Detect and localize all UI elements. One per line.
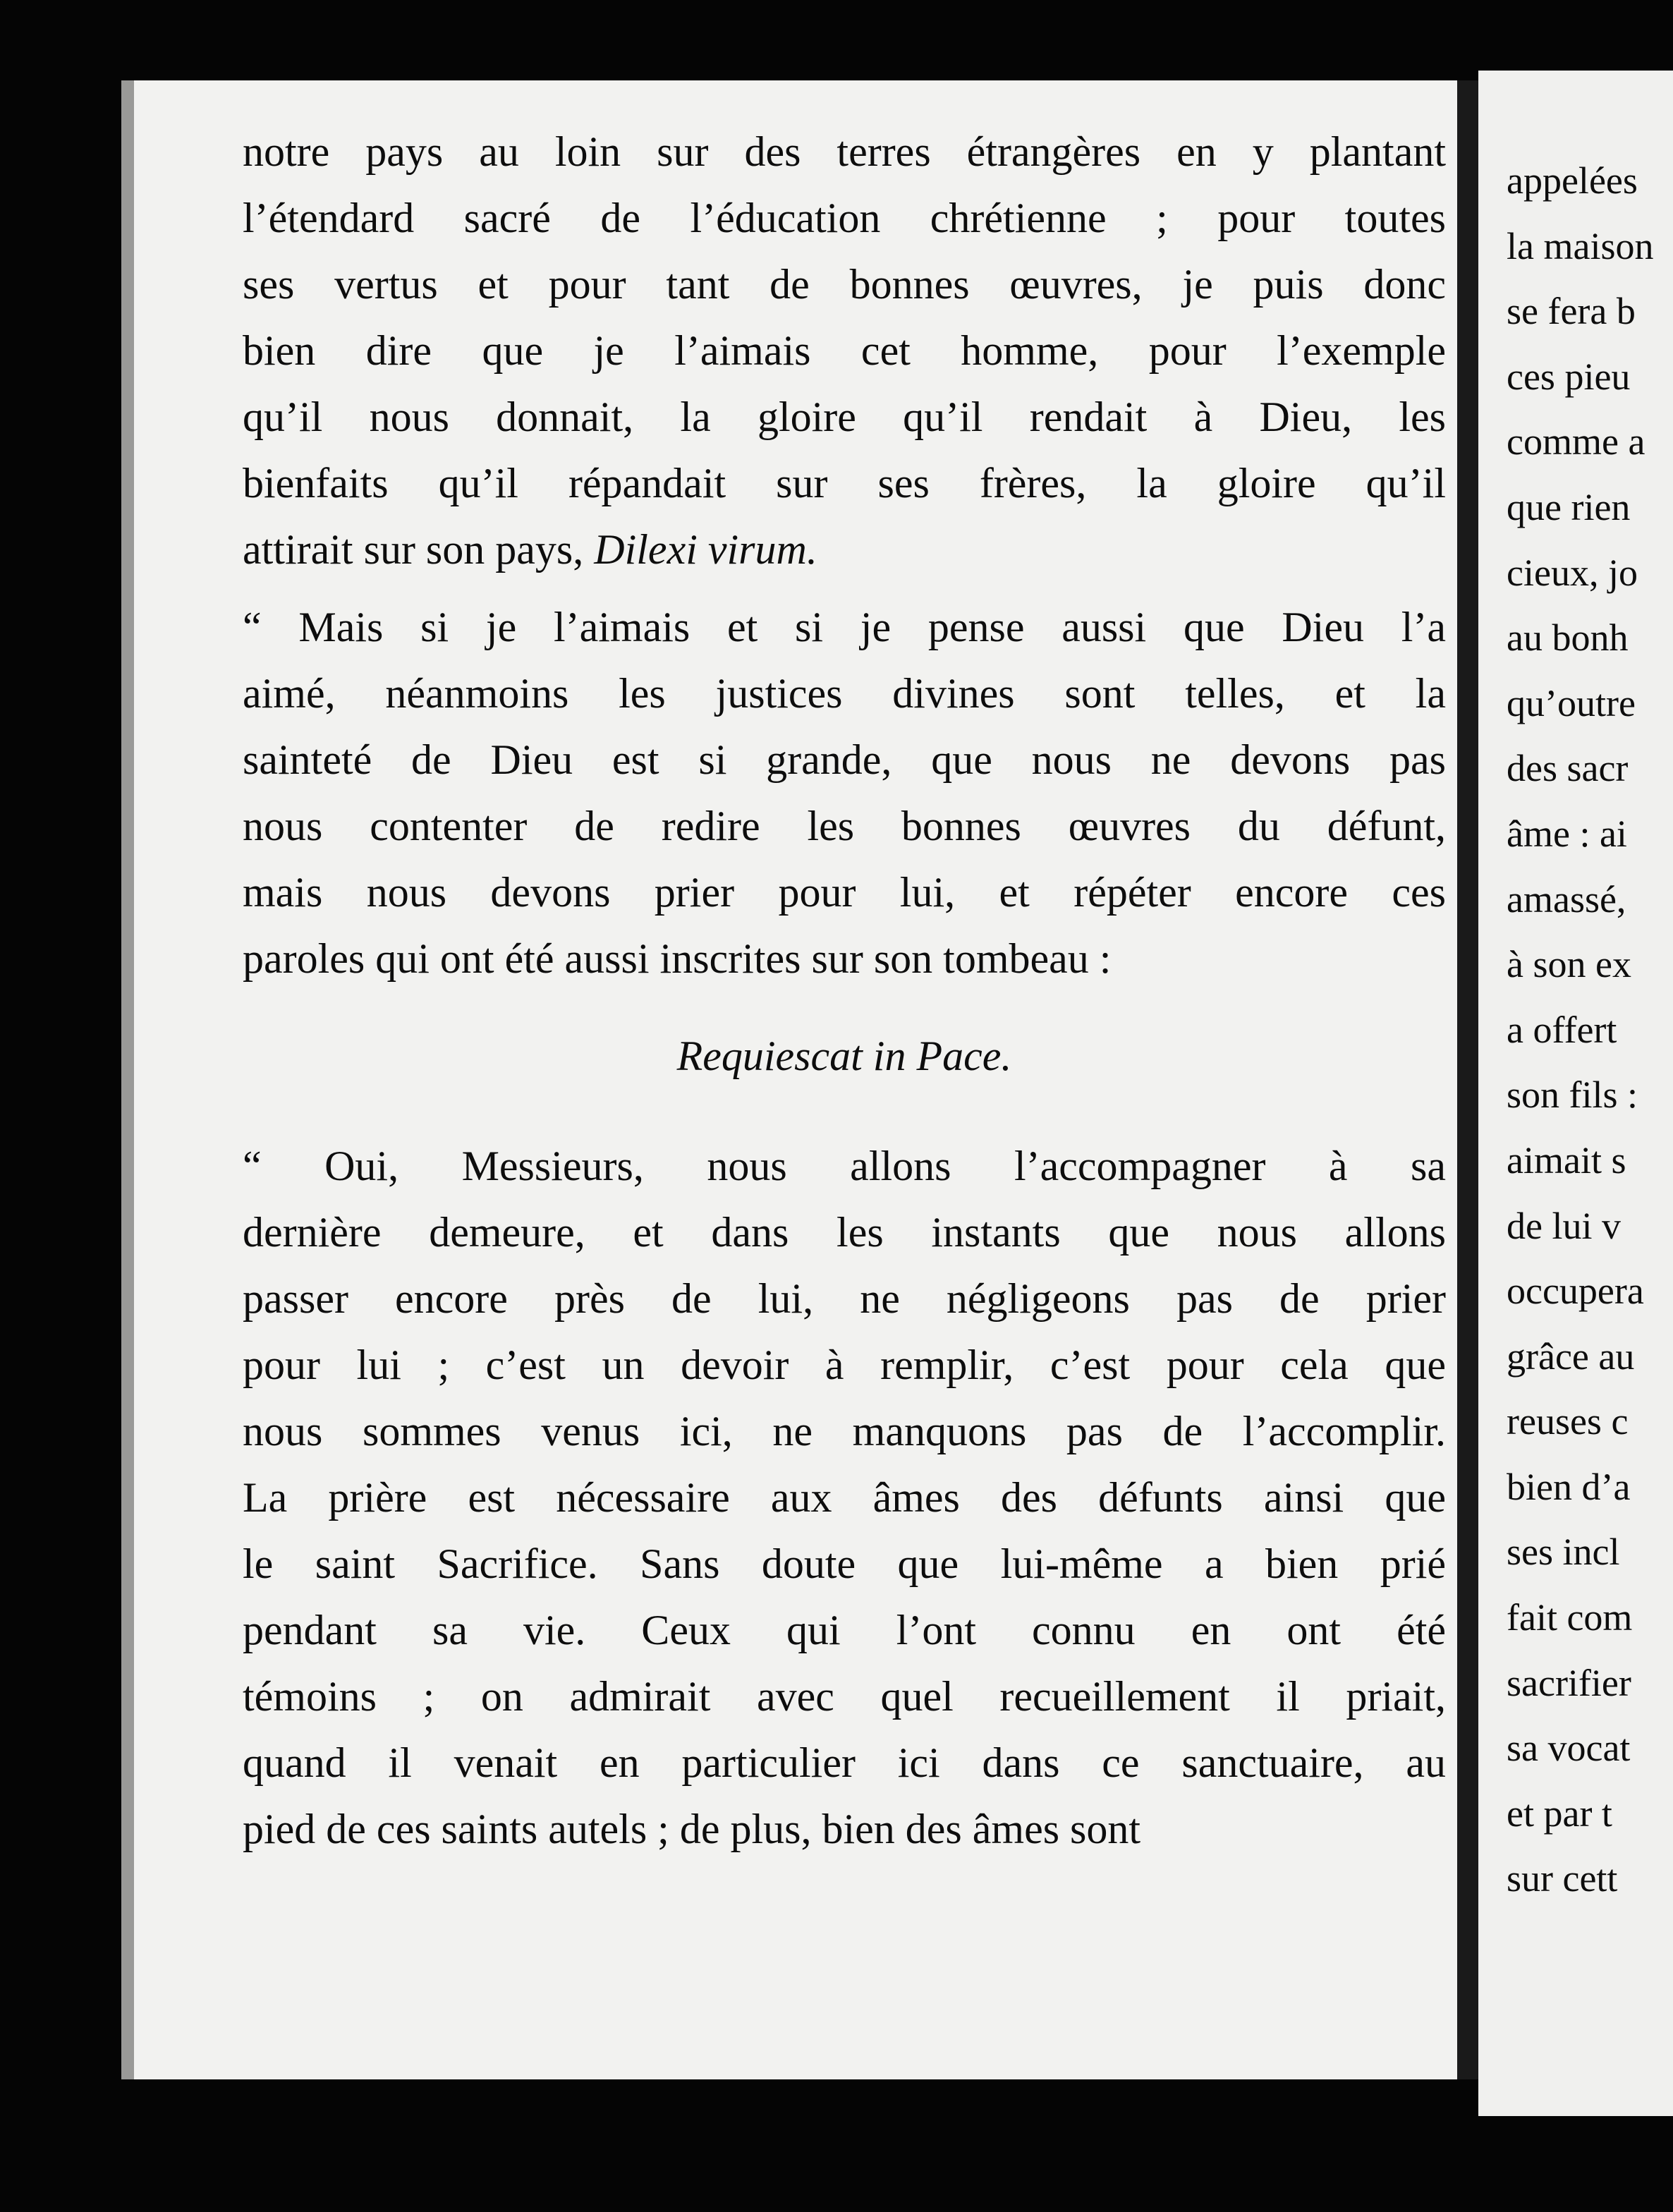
paragraph-2-line: sainteté de Dieu est si grande, que nous ne devons pas [243, 736, 1446, 783]
right-page [1478, 71, 1673, 2116]
paragraph-2-line: paroles qui ont été aussi inscrites sur son tombeau : [243, 935, 1112, 982]
paragraph-2 [243, 594, 1446, 992]
paragraph-2-line: aimé, néanmoins les justices divines sont telles, et la [243, 670, 1446, 717]
right-page-line: grâce au [1507, 1335, 1635, 1378]
paragraph-1-line: l’étendard sacré de l’éducation chrétienne ; pour toutes [243, 195, 1446, 241]
right-page-line: amassé, [1507, 877, 1626, 920]
dilexi-virum-italic: Dilexi virum. [594, 526, 817, 573]
paragraph-1 [243, 119, 1446, 583]
paragraph-1-line: qu’il nous donnait, la gloire qu’il rendait à Dieu, les [243, 394, 1446, 440]
paragraph-3 [243, 1133, 1446, 1862]
right-page-line: qu’outre [1507, 681, 1636, 724]
paragraph-3-line: le saint Sacrifice. Sans doute que lui-même a bien prié [243, 1540, 1446, 1587]
paragraph-3-line: témoins ; on admirait avec quel recueillement il priait, [243, 1673, 1446, 1720]
paragraph-3-line: nous sommes venus ici, ne manquons pas de l’accomplir. [243, 1408, 1446, 1454]
right-page-line: se fera b [1507, 290, 1636, 333]
paragraph-3-line: dernière demeure, et dans les instants que nous allons [243, 1209, 1446, 1256]
right-page-line: des sacr [1507, 747, 1629, 790]
paragraph-1-line: bienfaits qu’il répandait sur ses frères, la gloire qu’il [243, 460, 1446, 506]
left-page-text [243, 119, 1446, 1862]
right-page-line: à son ex [1507, 943, 1631, 986]
right-page-line: et par t [1507, 1792, 1612, 1835]
right-page-line: sacrifier [1507, 1661, 1631, 1704]
right-page-text [1507, 148, 1673, 1912]
paragraph-3-line: pour lui ; c’est un devoir à remplir, c’est pour cela que [243, 1342, 1446, 1388]
right-page-line: que rien [1507, 485, 1631, 528]
paragraph-3-line: quand il venait en particulier ici dans ce sanctuaire, au [243, 1739, 1446, 1786]
paragraph-2-line: mais nous devons prier pour lui, et répéter encore ces [243, 869, 1446, 916]
right-page-line: âme : ai [1507, 812, 1627, 855]
right-page-line: fait com [1507, 1596, 1633, 1639]
right-page-line: reuses c [1507, 1400, 1629, 1443]
paragraph-3-line: pendant sa vie. Ceux qui l’ont connu en ont été [243, 1607, 1446, 1653]
right-page-line: comme a [1507, 420, 1645, 463]
paragraph-1-last-text: attirait sur son pays, [243, 526, 595, 573]
right-page-line: au bonh [1507, 616, 1629, 660]
right-page-line: aimait s [1507, 1138, 1626, 1181]
book-gutter [1457, 80, 1478, 2079]
right-page-line: ces pieu [1507, 355, 1631, 398]
paragraph-3-line: pied de ces saints autels ; de plus, bien des âmes sont [243, 1806, 1141, 1852]
requiescat-heading: Requiescat in Pace. [676, 1033, 1012, 1079]
right-page-line: sa vocat [1507, 1727, 1631, 1770]
paragraph-2-line: nous contenter de redire les bonnes œuvres du défunt, [243, 803, 1446, 849]
right-page-line: occupera [1507, 1270, 1644, 1313]
paragraph-1-line: ses vertus et pour tant de bonnes œuvres, je puis donc [243, 261, 1446, 308]
right-page-line: appelées [1507, 159, 1638, 202]
paragraph-3-line: La prière est nécessaire aux âmes des défunts ainsi que [243, 1474, 1446, 1521]
right-page-line: bien d’a [1507, 1465, 1631, 1508]
right-page-line: cieux, jo [1507, 551, 1638, 594]
paragraph-3-line: “ Oui, Messieurs, nous allons l’accompagner à sa [243, 1143, 1446, 1189]
right-page-line: de lui v [1507, 1204, 1621, 1247]
paragraph-gap [243, 583, 1446, 594]
right-page-line: sur cett [1507, 1857, 1618, 1900]
paragraph-2-line: “ Mais si je l’aimais et si je pense aussi que Dieu l’a [243, 604, 1446, 650]
paragraph-1-line: bien dire que je l’aimais cet homme, pour l’exemple [243, 327, 1446, 374]
right-page-line: son fils : [1507, 1074, 1638, 1117]
right-page-line: a offert [1507, 1008, 1617, 1051]
paragraph-1-last-line [243, 526, 817, 573]
paragraph-3-line: passer encore près de lui, ne négligeons pas de prier [243, 1275, 1446, 1322]
right-page-line: la maison [1507, 224, 1654, 267]
paragraph-1-lines [243, 119, 1446, 516]
right-page-line: ses incl [1507, 1531, 1620, 1574]
paragraph-1-line: notre pays au loin sur des terres étrangères en y plantant [243, 128, 1446, 175]
